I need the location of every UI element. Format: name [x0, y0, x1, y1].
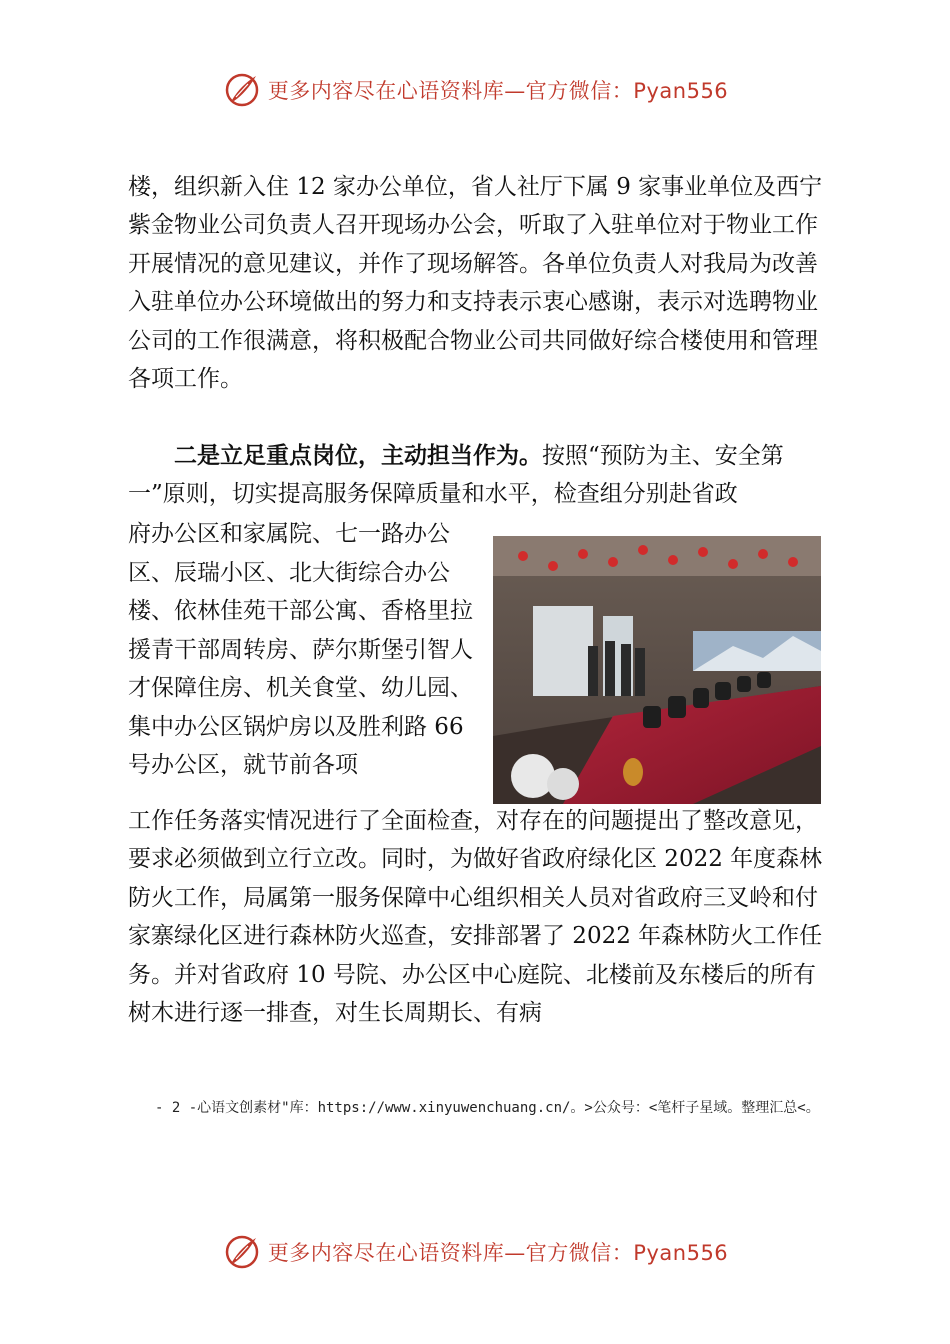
quill-logo-icon	[222, 1232, 262, 1272]
quill-logo-icon	[222, 70, 262, 110]
paragraph-2-heading: 二是立足重点岗位，主动担当作为。	[174, 442, 542, 469]
paragraph-2-lead: 按照“预防为主、安全第一”原则，切实提高服务保障质量和水平，检查组分别赴省政	[128, 443, 784, 508]
paragraph-2-continued: 工作任务落实情况进行了全面检查，对存在的问题提出了整改意见，要求必须做到立行立改。同时，为做好省政府绿化区 2022 年度森林防火工作，局属第一服务保障中心组织相关人员对省政府三叉岭和付家寨绿化区进行森林防火巡查，安排部署了 2022 年森林防火工作任务。并对省政府 10 号院、办公区中心庭院、北楼前及东楼后的所有树木进行逐一排查，对生长周期长、有病	[128, 808, 823, 1027]
header-banner	[0, 70, 950, 110]
canteen-inspection-photo	[493, 536, 821, 804]
paragraph-2-wrapped-text: 府办公区和家属院、七一路办公区、辰瑞小区、北大街综合办公楼、依林佳苑干部公寓、香格里拉援青干部周转房、萨尔斯堡引智人才保障住房、机关食堂、幼儿园、集中办公区锅炉房以及胜利路 66 号办公区，就节前各项	[128, 521, 473, 778]
paragraph-2	[128, 437, 828, 514]
footer-banner-text: 更多内容尽在心语资料库—官方微信：Pyan556	[267, 1241, 729, 1265]
canteen-photo-illustration	[493, 536, 821, 804]
footer-banner	[0, 1232, 950, 1272]
page-footnote: - 2 -心语文创素材"库：https://www.xinyuwenchuang.cn/。>公众号：<笔杆子星域。整理汇总<。	[155, 1100, 820, 1116]
paragraph-1: 楼，组织新入住 12 家办公单位，省人社厅下属 9 家事业单位及西宁紫金物业公司负责人召开现场办公会，听取了入驻单位对于物业工作开展情况的意见建议，并作了现场解答。各单位负责人对我局为改善入驻单位办公环境做出的努力和支持表示衷心感谢，表示对选聘物业公司的工作很满意，将积极配合物业公司共同做好综合楼使用和管理各项工作。	[128, 174, 823, 393]
header-banner-text: 更多内容尽在心语资料库—官方微信：Pyan556	[267, 79, 729, 103]
